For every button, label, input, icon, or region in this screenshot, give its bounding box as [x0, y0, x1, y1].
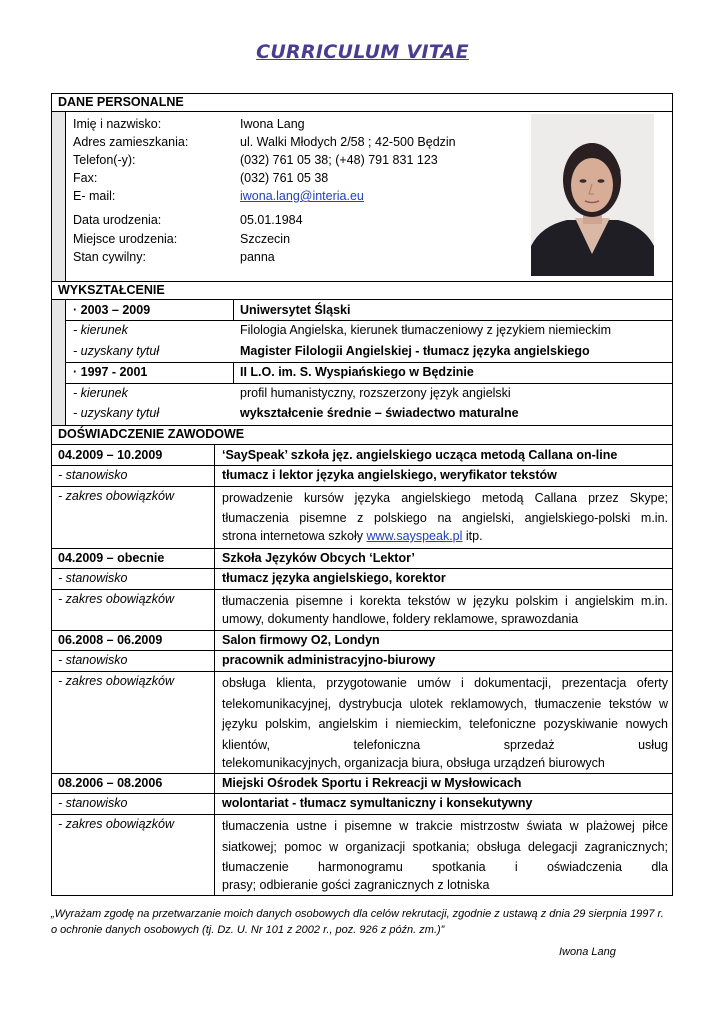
- education-title: Magister Filologii Angielskiej - tłumacz języka angielskiego: [240, 344, 590, 358]
- job-position-label: - stanowisko: [58, 796, 128, 810]
- education-school: II L.O. im. S. Wyspiańskiego w Będzinie: [240, 365, 474, 379]
- job-duties: obsługa klienta, przygotowanie umów i dokumentacji, prezentacja oferty telekomunikacyjnej, dystrybucja ulotek reklamowych, tłumaczenie tekstów w języku polskim, angielskim i niemieckim, telefoniczne pozyskiwanie nowych klientów, telefoniczna sprzedaż usług: [222, 676, 668, 752]
- education-direction-label: - kierunek: [73, 323, 128, 337]
- job-position-label: - stanowisko: [58, 571, 128, 585]
- label-phone: Telefon(-y):: [73, 153, 136, 167]
- education-title: wykształcenie średnie – świadectwo maturalne: [240, 406, 519, 420]
- job-company: Salon firmowy O2, Londyn: [222, 633, 380, 647]
- education-period: · 2003 – 2009: [73, 303, 151, 317]
- job-duties-last-line: prasy; odbieranie gości zagranicznych z lotniska: [222, 878, 490, 892]
- value-status: panna: [240, 250, 275, 264]
- job-duties: prowadzenie kursów języka angielskiego metodą Callana przez Skype; tłumaczenia pisemne z polskiego na angielski, angielskiego-polski m.in.: [222, 491, 668, 525]
- job-position: tłumacz języka angielskiego, korektor: [222, 571, 446, 585]
- label-status: Stan cywilny:: [73, 250, 146, 264]
- duties-text: strona internetowa szkoły: [222, 529, 364, 543]
- email-link[interactable]: iwona.lang@interia.eu: [240, 189, 364, 203]
- job-duties-last-line: telekomunikacyjnych, organizacja biura, obsługa urządzeń biurowych: [222, 756, 605, 770]
- education-direction: profil humanistyczny, rozszerzony język angielski: [240, 386, 511, 400]
- school-website-link[interactable]: www.sayspeak.pl: [366, 529, 463, 543]
- job-duties-last-line: [222, 528, 483, 545]
- value-birth-place: Szczecin: [240, 232, 291, 246]
- value-fax: (032) 761 05 38: [240, 171, 329, 185]
- label-fax: Fax:: [73, 171, 98, 185]
- education-direction: Filologia Angielska, kierunek tłumaczeniowy z językiem niemieckim: [240, 323, 611, 337]
- job-duties-label: - zakres obowiązków: [58, 817, 175, 831]
- job-position-label: - stanowisko: [58, 468, 128, 482]
- signature: Iwona Lang: [559, 946, 616, 958]
- portrait-illustration: [531, 114, 654, 276]
- job-duties: tłumaczenia ustne i pisemne w trakcie mistrzostw świata w plażowej piłce siatkowej; pomoc w organizacji spotkania; obsługa delegacji zagranicznych; tłumaczenie harmonogramu spotkania i oświadczenia dla: [222, 819, 668, 874]
- label-name: Imię i nazwisko:: [73, 117, 162, 131]
- personal-header: DANE PERSONALNE: [58, 95, 184, 109]
- value-phone: (032) 761 05 38; (+48) 791 831 123: [240, 153, 438, 167]
- job-duties-last-line: umowy, dokumenty handlowe, foldery reklamowe, sprawozdania: [222, 612, 579, 626]
- job-duties: tłumaczenia pisemne i korekta tekstów w języku polskim i angielskim m.in.: [222, 594, 668, 608]
- job-duties-label: - zakres obowiązków: [58, 592, 175, 606]
- page-title: CURRICULUM VITAE: [256, 41, 469, 63]
- value-birth-date: 05.01.1984: [240, 213, 303, 227]
- job-position-label: - stanowisko: [58, 653, 128, 667]
- job-period: 04.2009 – 10.2009: [58, 448, 163, 462]
- job-position: pracownik administracyjno-biurowy: [222, 653, 436, 667]
- value-address: ul. Walki Młodych 2/58 ; 42-500 Będzin: [240, 135, 456, 149]
- label-email: E- mail:: [73, 189, 116, 203]
- job-company: Miejski Ośrodek Sportu i Rekreacji w Mysłowicach: [222, 776, 522, 790]
- consent-clause: „Wyrażam zgodę na przetwarzanie moich danych osobowych dla celów rekrutacji, zgodnie z ustawą z dnia 29 sierpnia 1997 r. o ochronie danych osobowych (tj. Dz. U. Nr 101 z 2002 r., poz. 926 z późn. zm.)”: [51, 908, 664, 936]
- profile-photo: [531, 114, 654, 276]
- experience-header: DOŚWIADCZENIE ZAWODOWE: [58, 427, 245, 441]
- education-direction-label: - kierunek: [73, 386, 128, 400]
- job-period: 08.2006 – 08.2006: [58, 776, 163, 790]
- job-duties-label: - zakres obowiązków: [58, 674, 175, 688]
- education-title-label: - uzyskany tytuł: [73, 406, 160, 420]
- job-position: tłumacz i lektor języka angielskiego, weryfikator tekstów: [222, 468, 557, 482]
- job-period: 06.2008 – 06.2009: [58, 633, 163, 647]
- job-position: wolontariat - tłumacz symultaniczny i konsekutywny: [222, 796, 533, 810]
- job-period: 04.2009 – obecnie: [58, 551, 165, 565]
- job-company: Szkoła Języków Obcych ‘Lektor’: [222, 551, 415, 565]
- label-address: Adres zamieszkania:: [73, 135, 189, 149]
- label-birth-place: Miejsce urodzenia:: [73, 232, 178, 246]
- duties-text: itp.: [465, 529, 483, 543]
- value-name: Iwona Lang: [240, 117, 305, 131]
- education-title-label: - uzyskany tytuł: [73, 344, 160, 358]
- job-company: ‘SaySpeak’ szkoła jęz. angielskiego ucząca metodą Callana on-line: [222, 448, 618, 462]
- education-period: · 1997 - 2001: [73, 365, 148, 379]
- label-birth-date: Data urodzenia:: [73, 213, 162, 227]
- education-header: WYKSZTAŁCENIE: [58, 283, 165, 297]
- education-school: Uniwersytet Śląski: [240, 303, 351, 317]
- job-duties-label: - zakres obowiązków: [58, 489, 175, 503]
